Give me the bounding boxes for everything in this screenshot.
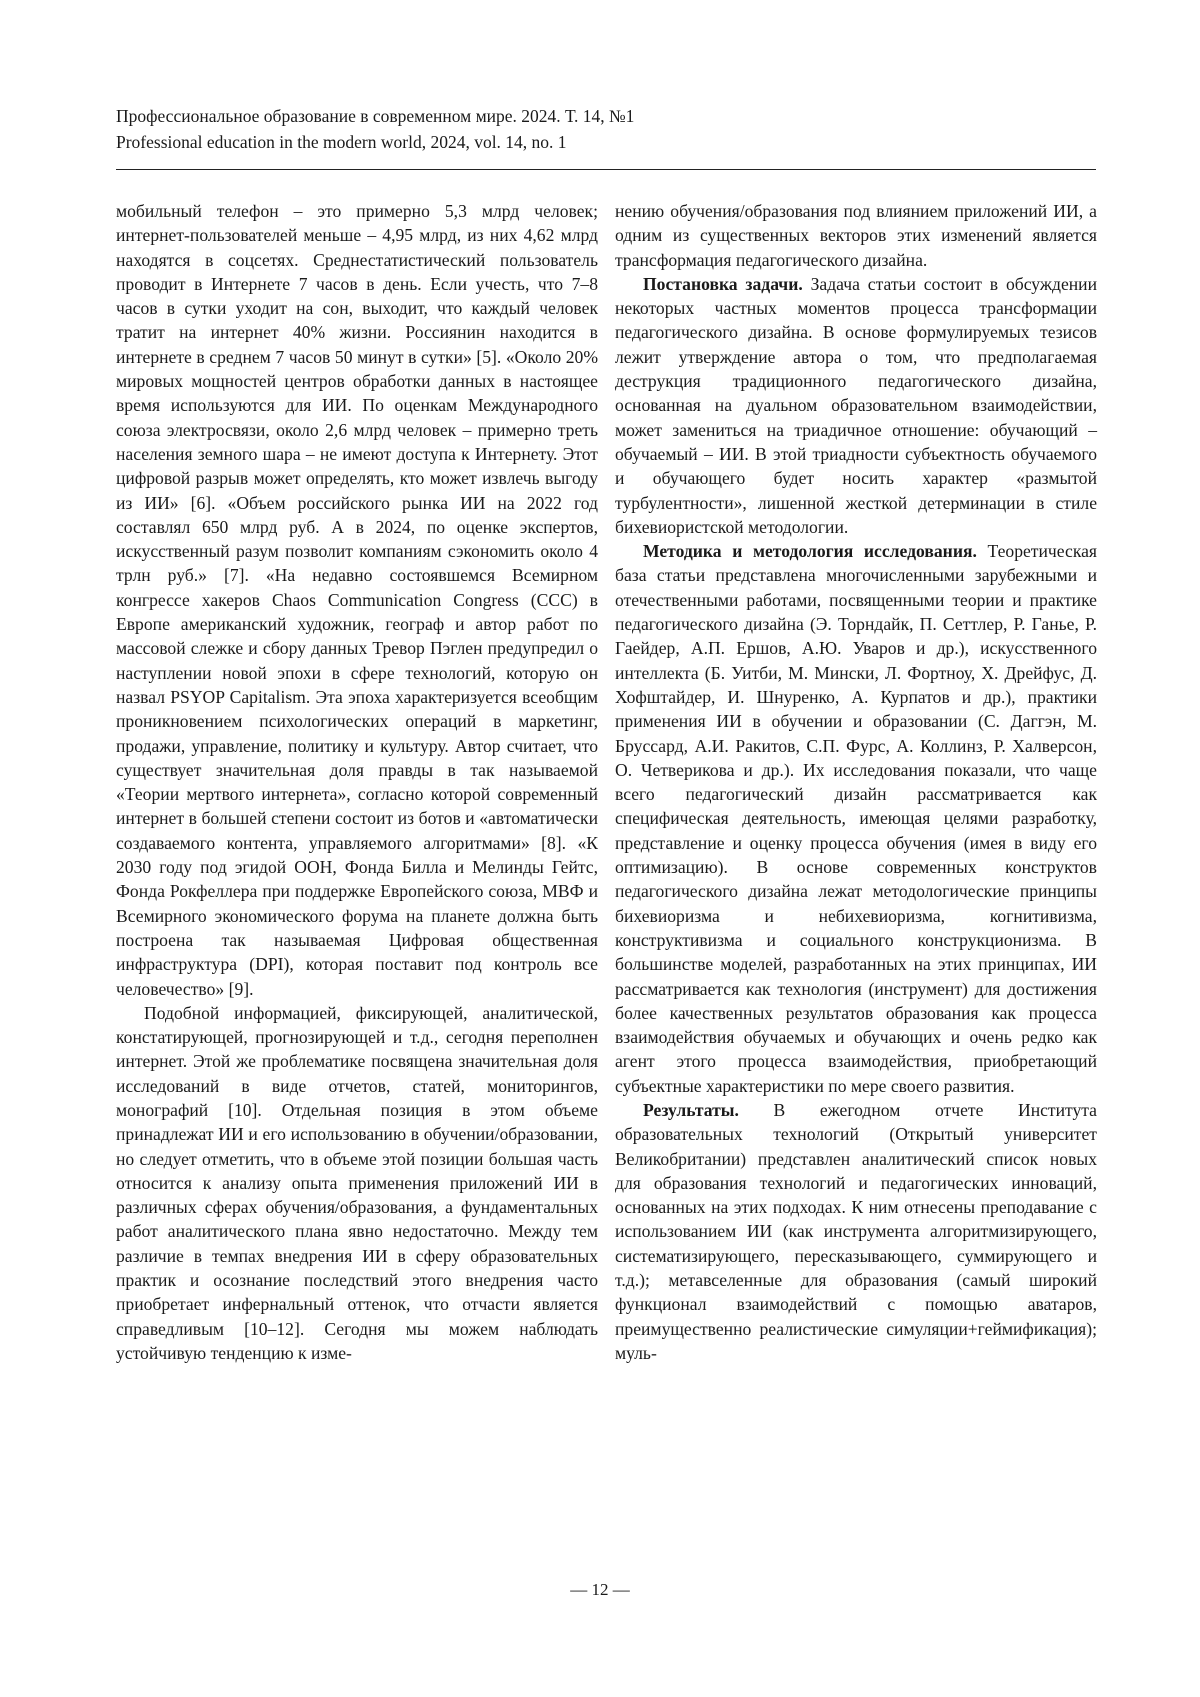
page-number: — 12 — xyxy=(570,1580,630,1599)
section-heading-results: Результаты. xyxy=(643,1099,739,1120)
section-heading-methodology: Методика и методология исследования. xyxy=(643,541,977,562)
journal-title-ru: Профессиональное образование в современном мире. 2024. Т. 14, №1 xyxy=(116,106,635,126)
paragraph-body: Теоретическая база статьи представлена многочисленными зарубежными и отечественными работами, посвященными теории и практике педагогического дизайна (Э. Торндайк, П. Сеттлер, Р. Ганье, Р. Гаейдер, А.П. Ершов, А.Ю. Уваров и др.), искусственного интеллекта (Б. Уитби, М. Мински, Л. Фортноу, Х. Дрейфус, Д. Хофштайдер, И. Шнуренко, А. Курпатов и др.), практики применения ИИ в обучении и образовании (С. Даггэн, М. Бруссард, А.И. Ракитов, С.П. Фурс, А. Коллинз, Р. Халверсон, О. Четверикова и др.). Их исследования показали, что чаще всего педагогический дизайн рассматривается как специфическая деятельность, имеющая целями разработку, представление и оценку процесса обучения (имея в виду его оптимизацию). В основе современных конструктов педагогического дизайна лежат методологические принципы бихевиоризма и небихевиоризма, когнитивизма, конструктивизма и социального конструкционизма. В большинстве моделей, разработанных на этих принципах, ИИ рассматривается как технология (инструмент) для достижения более качественных результатов образования как процесса взаимодействия обучаемых и обучающих и очень редко как агент этого процесса взаимодействия, приобретающий субъектные характеристики по мере своего развития. xyxy=(615,541,1097,1096)
paragraph: Подобной информацией, фиксирующей, аналитической, констатирующей, прогнозирующей и т.д., сегодня переполнен интернет. Этой же проблематике посвящена значительная доля исследований в виде отчетов, статей, мониторингов, монографий [10]. Отдельная позиция в этом объеме принадлежат ИИ и его использованию в обучении/образовании, но следует отметить, что в объеме этой позиции большая часть относится к анализу опыта применения приложений ИИ в различных сферах обучения/образования, а фундаментальных работ аналитического плана явно недостаточно. Между тем различие в темпах внедрения ИИ в сферу образовательных практик и осознание последствий этого внедрения часто приобретает инфернальный оттенок, что отчасти является справедливым [10–12]. Сегодня мы можем наблюдать устойчивую тенденцию к изме- xyxy=(116,1002,598,1363)
section-heading-problem-statement: Постановка задачи. xyxy=(643,273,803,294)
section-paragraph-results xyxy=(615,1098,1097,1365)
paragraph: нению обучения/образования под влиянием приложений ИИ, а одним из существенных векторов этих изменений является трансформация педагогического дизайна. xyxy=(615,201,1097,270)
running-header xyxy=(116,103,1096,155)
section-paragraph-problem-statement xyxy=(615,272,1097,539)
right-column xyxy=(615,199,1097,1365)
journal-title-en: Professional education in the modern world, 2024, vol. 14, no. 1 xyxy=(116,132,567,152)
left-column xyxy=(116,199,598,1365)
paragraph-body: В ежегодном отчете Института образовательных технологий (Открытый университет Великобритании) представлен аналитический список новых для образования технологий и педагогических инноваций, основанных на этих подходах. К ним отнесены преподавание с использованием ИИ (как инструмента алгоритмизирующего, систематизирующего, пересказывающего, суммирующего и т.д.); метавселенные для образования (самый широкий функционал взаимодействий с помощью аватаров, преимущественно реалистические симуляции+геймификация); муль- xyxy=(615,1099,1097,1363)
paragraph: мобильный телефон – это примерно 5,3 млрд человек; интернет-пользователей меньше – 4,95 млрд, из них 4,62 млрд находятся в соцсетях. Среднестатистический пользователь проводит в Интернете 7 часов в день. Если учесть, что 7–8 часов в сутки уходит на сон, выходит, что каждый человек тратит на интернет 40% жизни. Россиянин находится в интернете в среднем 7 часов 50 минут в сутки» [5]. «Около 20% мировых мощностей центров обработки данных в настоящее время используются для ИИ. По оценкам Международного союза электросвязи, около 2,6 млрд человек – примерно треть населения земного шара – не имеют доступа к Интернету. Этот цифровой разрыв может определять, кто может извлечь выгоду из ИИ» [6]. «Объем российского рынка ИИ на 2022 год составлял 650 млрд руб. А в 2024, по оценке экспертов, искусственный разум позволит компаниям сэкономить около 4 трлн руб.» [7]. «На недавно состоявшемся Всемирном конгрессе хакеров Chaos Communication Congress (CCC) в Европе американский художник, географ и автор работ по массовой слежке и сбору данных Тревор Пэглен предупредил о наступлении новой эпохи в сфере технологий, которую он назвал PSYOP Capitalism. Эта эпоха характеризуется всеобщим проникновением психологических операций в маркетинг, продажи, управление, политику и культуру. Автор считает, что существует значительная доля правды в так называемой «Теории мертвого интернета», согласно которой современный интернет в большей степени состоит из ботов и «автоматически создаваемого контента, управляемого алгоритмами» [8]. «К 2030 году под эгидой ООН, Фонда Билла и Мелинды Гейтс, Фонда Рокфеллера при поддержке Европейского союза, МВФ и Всемирного экономического форума на планете должна быть построена так называемая Цифровая общественная инфраструктура (DPI), которая поставит под контроль все человечество» [9]. xyxy=(116,201,598,999)
section-paragraph-methodology xyxy=(615,539,1097,1098)
paragraph-body: Задача статьи состоит в обсуждении некоторых частных моментов процесса трансформации педагогического дизайна. В основе формулируемых тезисов лежит утверждение автора о том, что предполагаемая деструкция традиционного педагогического дизайна, основанная на дуальном образовательном взаимодействии, может замениться на триадичное отношение: обучающий – обучаемый – ИИ. В этой триадности субъектность обучаемого и обучающего будет носить характер «размытой турбулентности», лишенной жесткой детерминации в стиле бихевиористской методологии. xyxy=(615,273,1097,537)
header-rule xyxy=(116,169,1096,170)
